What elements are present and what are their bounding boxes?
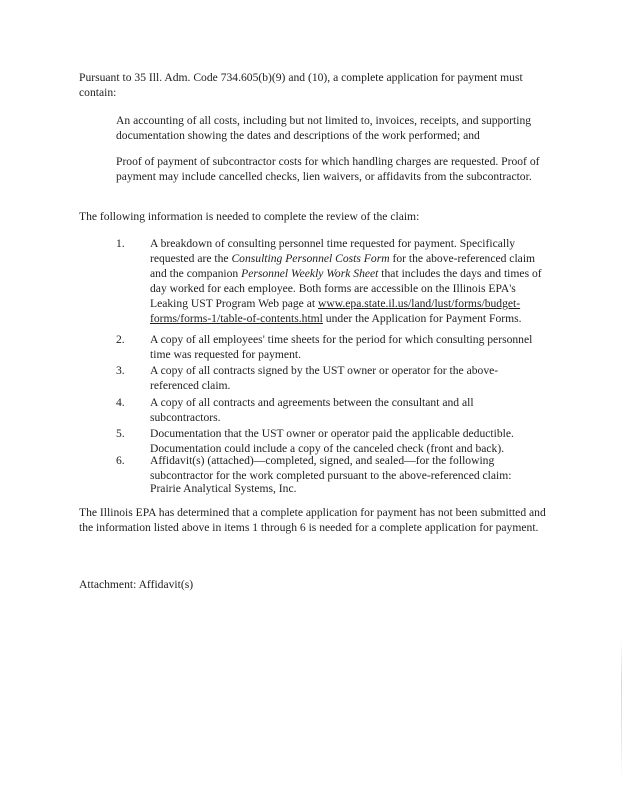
- item-number: 6.: [116, 454, 125, 467]
- subcontractor-name: Prairie Analytical Systems, Inc.: [150, 482, 297, 495]
- item-number: 3.: [116, 364, 125, 377]
- attachment-line: Attachment: Affidavit(s): [79, 578, 194, 591]
- item-text: A copy of all contracts and agreements between the consultant and all subcontractors.: [150, 396, 474, 424]
- determination-paragraph: The Illinois EPA has determined that a complete application for payment has not been submitted and the information listed above in items 1 through 6 is needed for a complete application for payment.: [79, 506, 546, 534]
- item-text: Affidavit(s) (attached)—completed, signed, and sealed—for the following subcontractor for the work completed pursuant to the above-referenced claim:: [150, 454, 512, 482]
- requirement-proof-of-payment: Proof of payment of subcontractor costs for which handling charges are requested. Proof of payment may include cancelled checks, lien waivers, or affidavits from the subcontractor.: [116, 155, 540, 183]
- item-text: Documentation that the UST owner or operator paid the applicable deductible. Documentation could include a copy of the canceled check (front and back).: [150, 427, 514, 455]
- item-number: 4.: [116, 396, 125, 409]
- needed-information-intro: The following information is needed to complete the review of the claim:: [79, 210, 420, 223]
- scan-edge-artifact: [621, 640, 622, 780]
- item-number: 1.: [116, 237, 125, 250]
- requirement-accounting: An accounting of all costs, including but not limited to, invoices, receipts, and supporting documentation showing the dates and descriptions of the work performed; and: [116, 114, 532, 142]
- item-text: A breakdown of consulting personnel time requested for payment. Specifically requested are the Consulting Personnel Costs Form for the above-referenced claim and the companion Personnel Weekly Work Sheet that includes the days and times of day worked for each employee. Both forms are accessible on the Illinois EPA's Leaking UST Program Web page at www.epa.state.il.us/land/lust/forms/budget-forms/forms-1/table-of-contents.html under the Application for Payment Forms.: [150, 237, 542, 325]
- item-text: A copy of all contracts signed by the UST owner or operator for the above-referenced claim.: [150, 364, 499, 392]
- item-number: 5.: [116, 427, 125, 440]
- intro-paragraph: Pursuant to 35 Ill. Adm. Code 734.605(b)(9) and (10), a complete application for payment must contain:: [79, 71, 523, 99]
- item-text: A copy of all employees' time sheets for the period for which consulting personnel time was requested for payment.: [150, 333, 533, 361]
- item-number: 2.: [116, 333, 125, 346]
- form-name: Personnel Weekly Work Sheet: [241, 267, 379, 280]
- form-name: Consulting Personnel Costs Form: [231, 252, 390, 265]
- forms-url-link[interactable]: www.epa.state.il.us/land/lust/forms/budget-forms/forms-1/table-of-contents.html: [150, 297, 521, 325]
